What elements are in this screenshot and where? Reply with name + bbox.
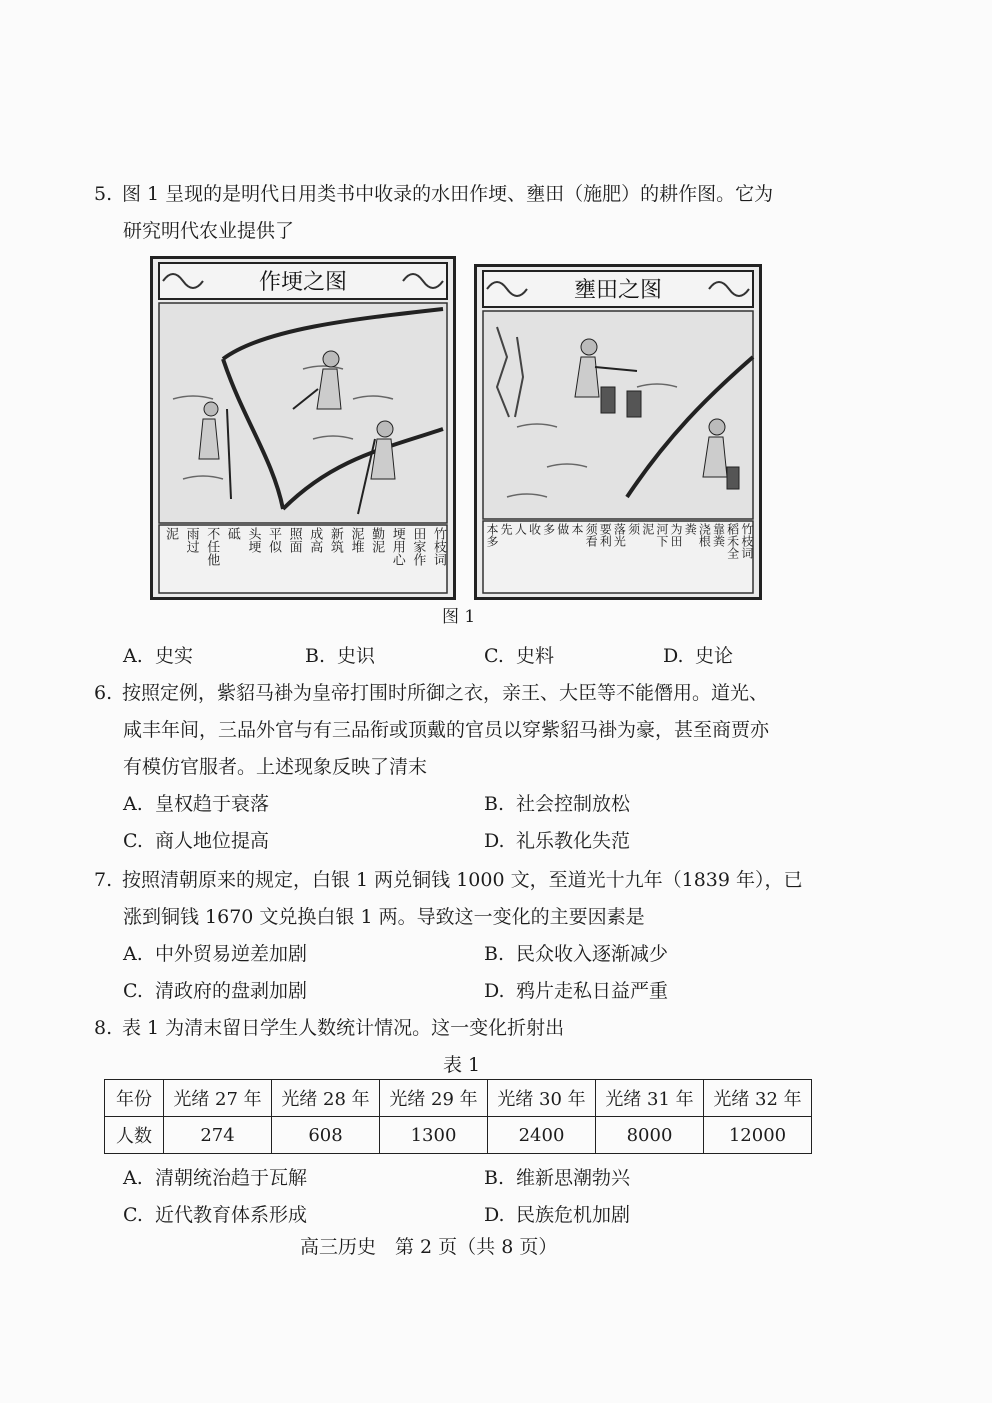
question-text: 按照定例，紫貂马褂为皇帝打围时所御之衣，亲王、大臣等不能僭用。道光、 <box>122 682 769 704</box>
option-letter: A. <box>123 943 143 965</box>
verse-column: 粪 <box>683 523 698 535</box>
option-c[interactable] <box>123 823 269 860</box>
verse-column: 竹枝词 <box>430 527 446 566</box>
figure-right-verse <box>485 523 753 593</box>
verse-column: 成高 <box>307 527 323 553</box>
option-b[interactable] <box>484 786 630 823</box>
option-letter: B. <box>484 793 505 815</box>
verse-column: 稻禾全 <box>725 523 740 559</box>
option-letter: D. <box>484 980 505 1002</box>
option-a[interactable] <box>123 1160 307 1197</box>
option-letter: C. <box>123 980 143 1002</box>
option-letter: C. <box>123 830 143 852</box>
verse-column: 新筑 <box>327 527 343 553</box>
verse-column: 要利 <box>598 523 613 547</box>
option-text: 礼乐教化失范 <box>516 830 631 852</box>
question-8 <box>94 1010 564 1047</box>
figure-right-title: 壅田之图 <box>573 278 663 303</box>
option-letter: B. <box>305 645 326 667</box>
option-letter: C. <box>484 645 504 667</box>
students-table <box>104 1079 812 1154</box>
verse-column: 多 <box>541 523 556 535</box>
verse-column: 靠粪 <box>711 523 726 547</box>
verse-column: 泥堆 <box>348 527 364 553</box>
option-text: 史实 <box>155 645 194 667</box>
figure-left-title: 作埂之图 <box>258 270 348 295</box>
verse-column: 先 <box>499 523 514 535</box>
verse-column: 须看 <box>584 523 599 547</box>
count-cell: 8000 <box>596 1117 704 1154</box>
figure-caption: 图 1 <box>442 607 476 627</box>
year-cell: 光绪 27 年 <box>164 1080 272 1117</box>
option-text: 社会控制放松 <box>516 793 631 815</box>
option-text: 中外贸易逆差加剧 <box>155 943 308 965</box>
question-text-continued: 涨到铜钱 1670 文兑换白银 1 两。导致这一变化的主要因素是 <box>123 906 645 928</box>
verse-column: 平似 <box>266 527 282 553</box>
count-cell: 2400 <box>488 1117 596 1154</box>
question-5 <box>94 176 773 213</box>
verse-column: 做 <box>555 523 570 535</box>
row-header-year: 年份 <box>105 1080 164 1117</box>
table-caption: 表 1 <box>443 1054 481 1076</box>
question-number: 6. <box>94 682 113 704</box>
question-text: 按照清朝原来的规定，白银 1 两兑铜钱 1000 文，至道光十九年（1839 年），已 <box>122 869 803 891</box>
year-cell: 光绪 32 年 <box>704 1080 812 1117</box>
option-c[interactable] <box>484 638 554 675</box>
option-d[interactable] <box>663 638 733 675</box>
option-d[interactable] <box>484 1197 630 1234</box>
verse-column: 竹枝词 <box>739 523 754 559</box>
verse-column: 落光 <box>612 523 627 547</box>
question-7 <box>94 862 803 899</box>
question-number: 5. <box>94 183 113 205</box>
question-number: 7. <box>94 869 113 891</box>
option-letter: D. <box>663 645 684 667</box>
option-text: 史论 <box>695 645 734 667</box>
option-text: 皇权趋于衰落 <box>155 793 270 815</box>
option-c[interactable] <box>123 973 307 1010</box>
verse-column: 照面 <box>286 527 302 553</box>
verse-column: 本多 <box>485 523 499 547</box>
option-text: 近代教育体系形成 <box>155 1204 308 1226</box>
option-text: 民族危机加剧 <box>516 1204 631 1226</box>
table-row <box>105 1080 812 1117</box>
question-text-continued: 研究明代农业提供了 <box>123 220 295 242</box>
option-text: 史料 <box>516 645 555 667</box>
year-cell: 光绪 28 年 <box>272 1080 380 1117</box>
verse-column: 雨过 <box>183 527 199 553</box>
verse-column: 勤泥 <box>369 527 385 553</box>
verse-column: 不任他 <box>204 527 220 566</box>
option-c[interactable] <box>123 1197 307 1234</box>
page-footer: 高三历史 第 2 页（共 8 页） <box>300 1236 558 1258</box>
option-a[interactable] <box>123 638 193 675</box>
verse-column: 田家作 <box>410 527 426 566</box>
option-letter: A. <box>123 645 143 667</box>
option-text: 清朝统治趋于瓦解 <box>155 1167 308 1189</box>
verse-column: 本 <box>569 523 584 535</box>
figure-left-verse <box>163 527 445 593</box>
verse-column: 人 <box>513 523 528 535</box>
option-letter: C. <box>123 1204 143 1226</box>
figure-left-woodcut <box>150 256 456 600</box>
option-letter: B. <box>484 1167 505 1189</box>
verse-column: 泥 <box>640 523 655 535</box>
option-letter: A. <box>123 1167 143 1189</box>
option-text: 史识 <box>337 645 376 667</box>
option-b[interactable] <box>484 936 668 973</box>
verse-column: 河下 <box>654 523 669 547</box>
count-cell: 608 <box>272 1117 380 1154</box>
year-cell: 光绪 29 年 <box>380 1080 488 1117</box>
option-text: 商人地位提高 <box>155 830 270 852</box>
verse-column: 头埂 <box>245 527 261 553</box>
verse-column: 收 <box>527 523 542 535</box>
year-cell: 光绪 31 年 <box>596 1080 704 1117</box>
option-letter: D. <box>484 830 505 852</box>
year-cell: 光绪 30 年 <box>488 1080 596 1117</box>
verse-column: 须 <box>626 523 641 535</box>
option-text: 鸦片走私日益严重 <box>516 980 669 1002</box>
figure-right-woodcut <box>474 264 762 600</box>
option-text: 民众收入逐渐减少 <box>516 943 669 965</box>
option-letter: D. <box>484 1204 505 1226</box>
count-cell: 1300 <box>380 1117 488 1154</box>
verse-column: 浇根 <box>697 523 712 547</box>
question-text-continued: 有模仿官服者。上述现象反映了清末 <box>123 756 428 778</box>
option-text: 清政府的盘剥加剧 <box>155 980 308 1002</box>
option-a[interactable] <box>123 936 307 973</box>
option-b[interactable] <box>484 1160 630 1197</box>
option-letter: B. <box>484 943 505 965</box>
option-d[interactable] <box>484 823 630 860</box>
question-number: 8. <box>94 1017 113 1039</box>
question-text: 表 1 为清末留日学生人数统计情况。这一变化折射出 <box>122 1017 565 1039</box>
question-text-continued: 咸丰年间，三品外官与有三品衔或顶戴的官员以穿紫貂马褂为豪，甚至商贾亦 <box>123 719 770 741</box>
row-header-count: 人数 <box>105 1117 164 1154</box>
verse-column: 泥 <box>163 527 178 540</box>
verse-column: 为田 <box>669 523 684 547</box>
option-text: 维新思潮勃兴 <box>516 1167 631 1189</box>
option-b[interactable] <box>305 638 375 675</box>
question-text: 图 1 呈现的是明代日用类书中收录的水田作埂、壅田（施肥）的耕作图。它为 <box>122 183 774 205</box>
verse-column: 砥 <box>224 527 240 540</box>
count-cell: 274 <box>164 1117 272 1154</box>
count-cell: 12000 <box>704 1117 812 1154</box>
table-row <box>105 1117 812 1154</box>
question-6 <box>94 675 768 712</box>
option-letter: A. <box>123 793 143 815</box>
verse-column: 埂用心 <box>389 527 405 566</box>
option-a[interactable] <box>123 786 269 823</box>
option-d[interactable] <box>484 973 668 1010</box>
